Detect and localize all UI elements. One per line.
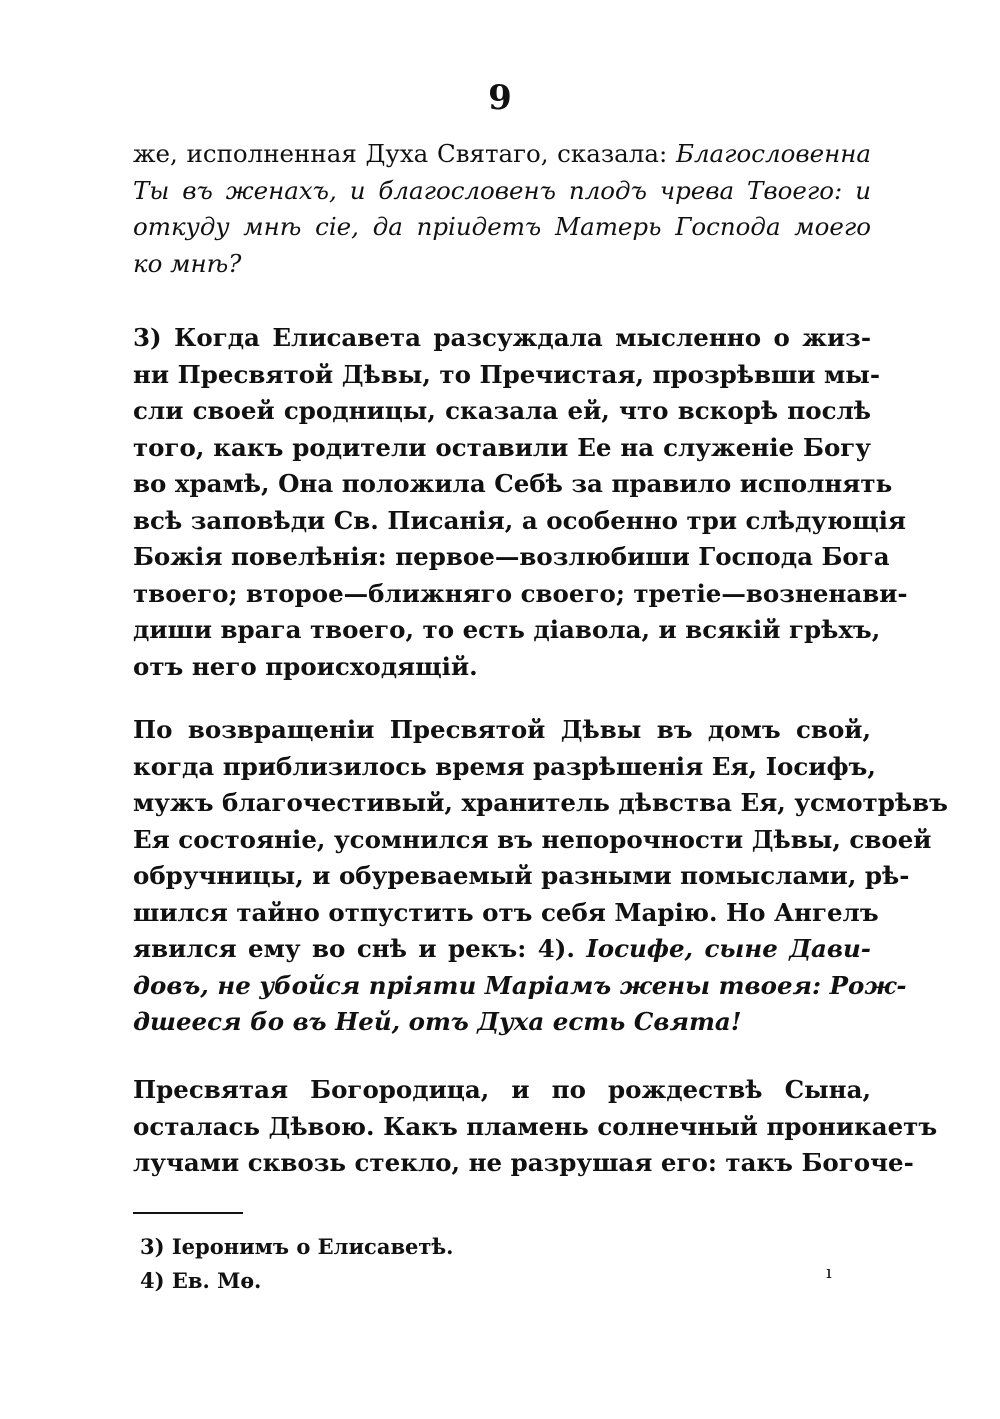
text-line: того, какъ родители оставили Ее на служеніе Богу [133,432,871,462]
text-run: же, исполненная Духа Святаго, сказала: [133,139,676,168]
paragraph-2 [133,320,908,685]
text-line: всѣ заповѣди Св. Писанія, а особенно три слѣдующія [133,505,906,535]
text-line: лучами сквозь стекло, не разрушая его: такъ Богоче- [133,1148,914,1177]
text-line: ни Пресвятой Дѣвы, то Пречистая, прозрѣвши мы- [133,359,881,389]
text-line: По возвращеніи Пресвятой Дѣвы въ домъ свой, [133,715,871,744]
text-line: обручницы, и обуреваемый разными помыслами, рѣ- [133,861,910,890]
text-line [133,931,871,968]
text-run: Ты въ женахъ, и благословенъ плодъ чрева Твоего: и [133,175,871,205]
text-line: дшееся бо въ Ней, отъ Духа есть Свята! [133,1007,742,1036]
text-line: 3) Когда Елисавета разсуждала мысленно о жиз- [133,323,871,352]
text-run: явился ему во снѣ и рекъ: 4). [133,934,587,963]
text-line: Пресвятая Богородица, и по рождествѣ Сына, [133,1075,871,1104]
text-line: шился тайно отпустить отъ себя Марію. Но Ангелъ [133,897,879,927]
text-run: Іосифе, сыне Дави- [586,934,871,963]
text-run: ко мнѣ? [133,248,242,278]
paragraph-1 [133,136,871,282]
footnotes [140,1230,453,1298]
text-line: отъ него происходящій. [133,651,478,681]
footnote: 4) Ев. Мѳ. [140,1268,262,1293]
page-number: 9 [488,78,512,118]
paragraph-3 [133,712,948,1041]
footnote: 3) Іеронимъ о Елисаветѣ. [140,1234,454,1259]
text-run: Благословенна [675,139,871,168]
footnote-divider [133,1212,243,1214]
text-line: диши врага твоего, то есть діавола, и всякій грѣхъ, [133,615,881,644]
text-line: Божія повелѣнія: первое—возлюбиши Господа Бога [133,542,890,571]
text-line [133,246,871,283]
text-line: довъ, не убойся пріяти Маріамъ жены твоея: Рож- [133,970,907,1000]
text-line: сли своей сродницы, сказала ей, что вскорѣ послѣ [133,396,871,425]
paragraph-4 [133,1072,938,1182]
text-line [133,209,871,246]
text-line: осталась Дѣвою. Какъ пламень солнечный проникаетъ [133,1111,938,1141]
text-line: Ея состояніе, усомнился въ непорочности Дѣвы, своей [133,824,932,854]
text-line: во храмѣ, Она положила Себѣ за правило исполнять [133,469,893,498]
text-line: когда приблизилось время разрѣшенія Ея, Іосифъ, [133,751,876,781]
text-line [133,173,871,210]
margin-mark: ı [826,1262,832,1283]
text-run: откуду мнѣ сіе, да пріидетъ Матерь Господа моего [133,212,871,241]
text-line: твоего; второе—ближняго своего; третіе—возненави- [133,578,908,608]
text-line [133,136,871,173]
text-line: мужъ благочестивый, хранитель дѣвства Ея, усмотрѣвъ [133,788,948,817]
